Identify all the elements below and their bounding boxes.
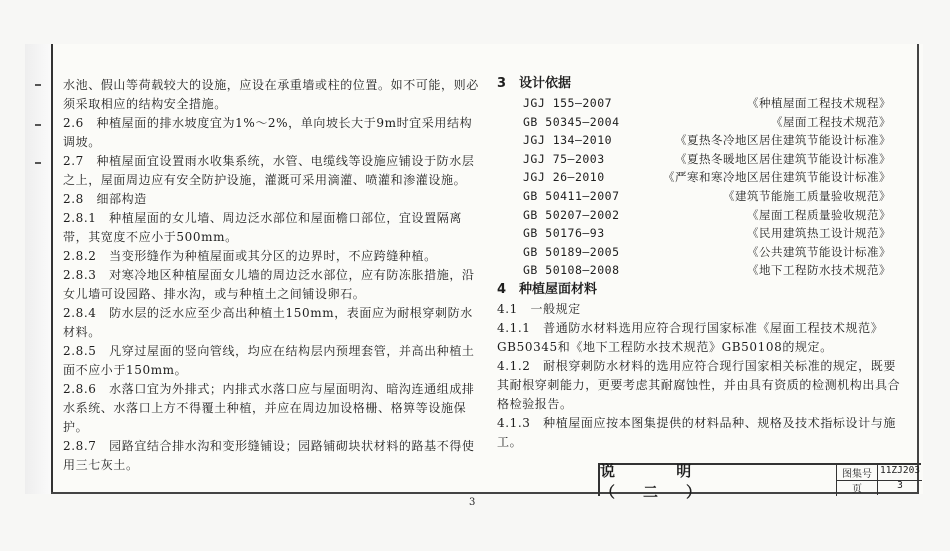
sheet-title: 说 明（二）: [600, 461, 730, 501]
reference-row: [497, 187, 905, 206]
paragraph: 2.6 种植屋面的排水坡度宜为1%～2%，单向坡长大于9m时宜采用结构调坡。: [63, 116, 473, 149]
ref-code: GB 50207—2002: [523, 207, 620, 222]
ref-code: GB 50108—2008: [523, 263, 620, 278]
ref-code: GB 50411—2007: [523, 188, 620, 203]
ref-title: 《种植屋面工程技术规程》: [747, 96, 891, 110]
ref-title: 《严寒和寒冷地区居住建筑节能设计标准》: [663, 170, 891, 185]
section-heading: 3 设计依据: [497, 76, 572, 91]
page-value: 3: [897, 480, 903, 491]
paragraph: 2.8 细部构造: [63, 192, 147, 206]
reference-row: [497, 261, 905, 280]
ref-code: JGJ 26—2010: [523, 170, 605, 185]
paragraph: 2.7 种植屋面宜设置雨水收集系统，水管、电缆线等设施应铺设于防水层之上，屋面周边应有安全防护设施，灌溉可采用滴灌、喷灌和渗灌设施。: [63, 154, 475, 187]
ref-title: 《地下工程防水技术规范》: [747, 263, 891, 278]
paragraph: 2.8.7 园路宜结合排水沟和变形缝铺设；园路铺砌块状材料的路基不得使用三七灰土。: [63, 439, 475, 472]
ref-code: GB 50345—2004: [523, 114, 620, 129]
paragraph: 水池、假山等荷载较大的设施，应设在承重墙或柱的位置。如不可能，则必须采取相应的结构安全措施。: [63, 78, 479, 111]
paragraph: 4.1.1 普通防水材料选用应符合现行国家标准《屋面工程技术规范》GB50345和《地下工程防水技术规范》GB50108的规定。: [497, 320, 884, 354]
reference-row: [497, 168, 905, 187]
right-column: [497, 74, 905, 452]
paragraph: 4.1 一般规定: [497, 301, 581, 316]
page-number: 3: [469, 497, 476, 508]
paragraph: 4.1.2 耐根穿刺防水材料的选用应符合现行国家相关标准的规定，既要其耐根穿刺能力，更要考虑其耐腐蚀性，并由具有资质的检测机构出具合格检验报告。: [497, 358, 901, 411]
atlas-label: 图集号: [837, 465, 878, 480]
ref-code: GB 50176—93: [523, 226, 605, 241]
paragraph: 2.8.2 当变形缝作为种植屋面或其分区的边界时，不应跨缝种植。: [63, 249, 437, 263]
ref-title: 《屋面工程技术规范》: [771, 114, 891, 129]
reference-row: [497, 113, 905, 132]
frame-right-border: [917, 44, 919, 494]
title-block-grid: [836, 465, 922, 496]
left-column: [63, 76, 483, 475]
ref-title: 《建筑节能施工质量验收规范》: [723, 188, 891, 203]
ref-title: 《屋面工程质量验收规范》: [747, 207, 891, 222]
ref-title: 《民用建筑热工设计规范》: [747, 226, 891, 241]
binding-edge: [25, 44, 53, 494]
ref-code: GB 50189—2005: [523, 244, 620, 259]
paragraph: 2.8.3 对寒冷地区种植屋面女儿墙的周边泛水部位，应有防冻胀措施，沿女儿墙可设园路、排水沟，或与种植土之间铺设卵石。: [63, 268, 475, 301]
ref-title: 《夏热冬冷地区居住建筑节能设计标准》: [675, 133, 891, 148]
reference-row: [497, 131, 905, 150]
page-row: [837, 480, 922, 495]
section-heading: 4 种植屋面材料: [497, 281, 598, 297]
ref-title: 《公共建筑节能设计标准》: [747, 244, 891, 259]
ref-title: 《夏热冬暖地区居住建筑节能设计标准》: [675, 151, 891, 166]
reference-row: [497, 150, 905, 169]
reference-row: [497, 224, 905, 243]
paragraph: 2.8.4 防水层的泛水应至少高出种植土150mm，表面应为耐根穿刺防水材料。: [63, 306, 473, 339]
paragraph: 4.1.3 种植屋面应按本图集提供的材料品种、规格及技术指标设计与施工。: [497, 415, 896, 449]
atlas-value: 11ZJ203: [879, 465, 921, 476]
paragraph: 2.8.6 水落口宜为外排式；内排式水落口应与屋面明沟、暗沟连通组成排水系统、水落口上方不得覆土种植，并应在周边加设格栅、格箅等设施保护。: [63, 382, 475, 434]
reference-row: [497, 243, 905, 262]
ref-code: JGJ 75—2003: [523, 151, 605, 166]
reference-row: [497, 94, 905, 113]
paragraph: 2.8.1 种植屋面的女儿墙、周边泛水部位和屋面檐口部位，宜设置隔离带，其宽度不应小于500mm。: [63, 211, 462, 244]
ref-code: JGJ 134—2010: [523, 133, 613, 148]
drawing-sheet: [25, 44, 923, 501]
page-label: 页: [837, 480, 878, 495]
title-block: [598, 461, 921, 501]
ref-code: JGJ 155—2007: [523, 96, 613, 110]
reference-row: [497, 206, 905, 225]
atlas-row: [837, 465, 922, 481]
paragraph: 2.8.5 凡穿过屋面的竖向管线，均应在结构层内预埋套管，并高出种植土面不应小于150mm。: [63, 344, 475, 377]
